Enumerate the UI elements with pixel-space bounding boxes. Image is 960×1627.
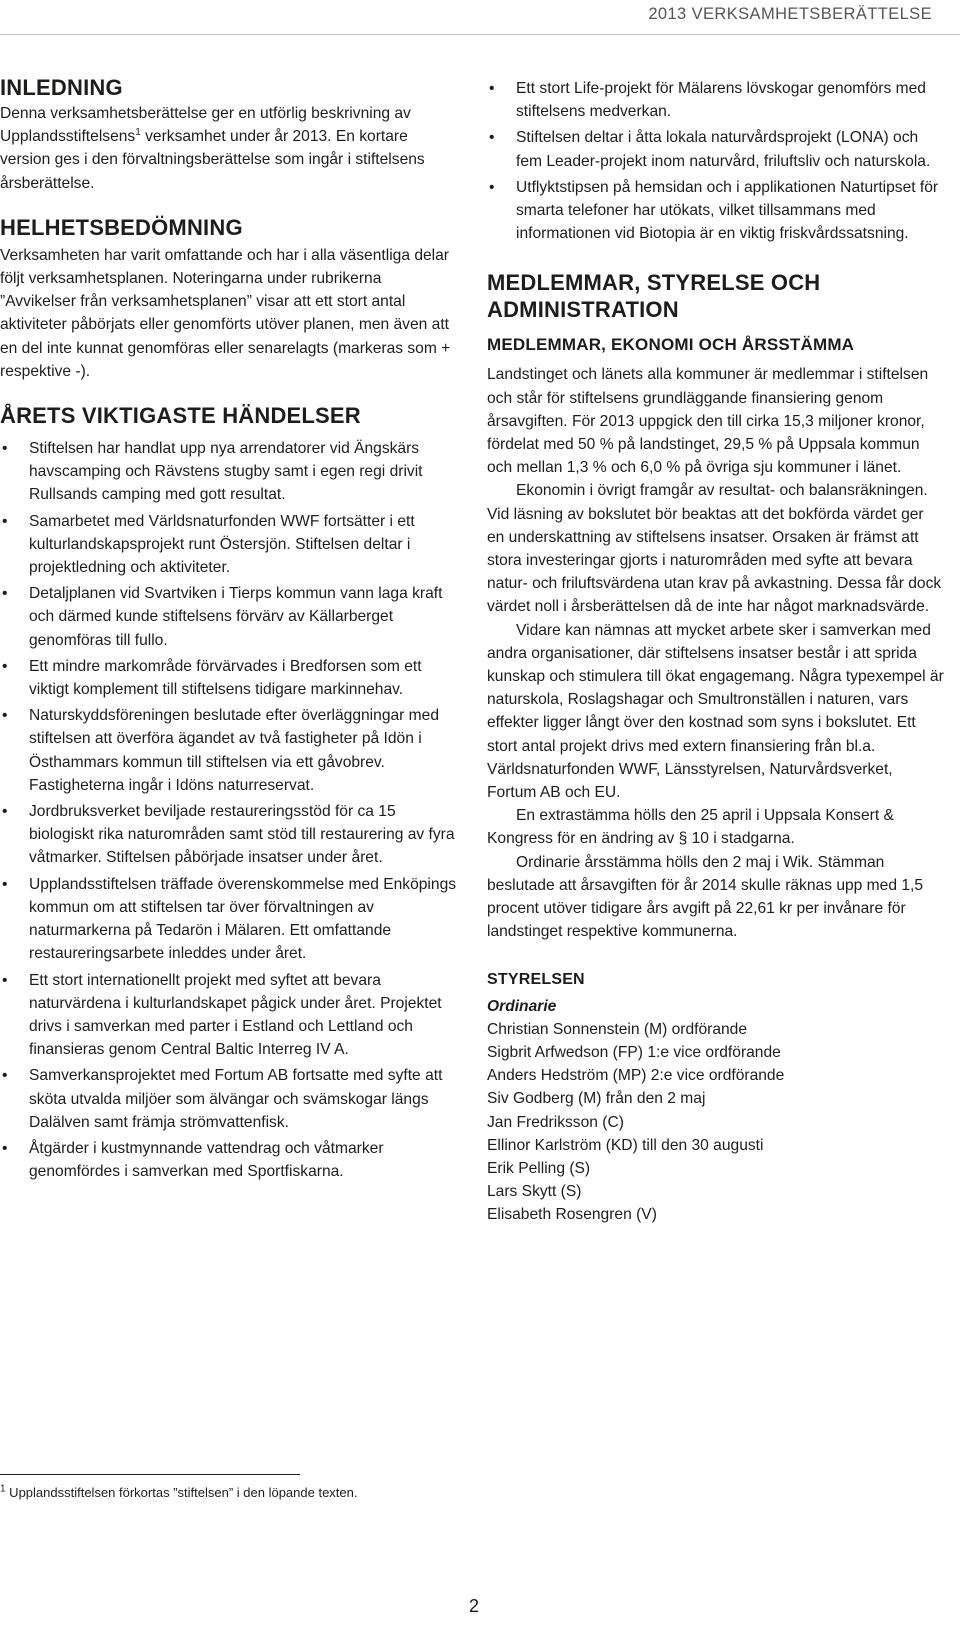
heading-medlemmar-styrelse: MEDLEMMAR, STYRELSE OCH ADMINISTRATION	[487, 270, 821, 323]
list-item: • Stiftelsen har handlat upp nya arrendatorer vid Ängskärs havscamping och Rävstens stugby samt i egen regi drivit Rullsands camping med gott resultat.	[0, 437, 458, 507]
heading-inledning: INLEDNING	[0, 75, 123, 100]
bullet-icon: •	[2, 1139, 8, 1157]
board-member: Anders Hedström (MP) 2:e vice ordförande	[487, 1067, 785, 1085]
right-column	[487, 77, 945, 1227]
bullet-icon: •	[489, 178, 495, 196]
medlemmar-paragraph-5: Ordinarie årsstämma hölls den 2 maj i Wik. Stämman beslutade att årsavgiften för år 2014 skulle räknas upp med 1,5 procent utöver tidigare års avgift på 22,61 kr per invånare för landstinget respektive kommunerna.	[487, 853, 924, 941]
list-item: • Ett stort Life-projekt för Mälarens lövskogar genomförs med stiftelsens medverkan.	[487, 77, 945, 123]
subheading-ordinarie: Ordinarie	[487, 997, 557, 1015]
inledning-text-a: Denna verksamhetsberättelse ger en utförlig beskrivning av Upplandsstiftelsens	[0, 105, 411, 146]
list-item: • Ett stort internationellt projekt med syftet att bevara naturvärdena i kulturlandskapet pågick under året. Projektet drivs i samverkan med parter i Estland och Lettland och finansieras genom Central Baltic Interreg IV A.	[0, 969, 458, 1062]
subheading-medlemmar-ekonomi: MEDLEMMAR, EKONOMI OCH ÅRSSTÄMMA	[487, 335, 855, 355]
board-member: Siv Godberg (M) från den 2 maj	[487, 1090, 706, 1108]
bullet-icon: •	[2, 875, 8, 893]
bullet-icon: •	[2, 585, 8, 603]
continued-list	[487, 77, 945, 245]
bullet-icon: •	[2, 803, 8, 821]
bullet-icon: •	[2, 512, 8, 530]
list-item: • Utflyktstipsen på hemsidan och i applikationen Naturtipset för smarta telefoner har utökats, vilket tillsammans med informationen vid Biotopia är en viktig friskvårdssatsning.	[487, 176, 945, 246]
board-member: Jan Fredriksson (C)	[487, 1113, 624, 1131]
list-item: • Jordbruksverket beviljade restaureringsstöd för ca 15 biologiskt rika naturområden samt stöd till restaurering av fyra våtmarker. Stiftelsen påbörjade insatser under året.	[0, 800, 458, 870]
medlemmar-paragraph-3: Vidare kan nämnas att mycket arbete sker i samverkan med andra organisationer, där stiftelsens insatser består i att sprida kunskap och stimulera till ökat engagemang. Några typexempel är naturskola, Roslagshagar och Smultronställen i naturen, vars effekter ligger långt över den kostnad som syns i bokslutet. Ett stort antal projekt drivs med extern finansiering från bl.a. Världsnaturfonden WWF, Länsstyrelsen, Naturvårdsverket, Fortum AB och EU.	[487, 621, 944, 802]
inledning-text-b: verksamhet under år 2013. En kortare version ges i den förvaltningsberättelse som ingår i stiftelsens årsberättelse.	[0, 128, 425, 192]
heading-helhetsbedomning: HELHETSBEDÖMNING	[0, 214, 243, 240]
handelser-list	[0, 437, 458, 1183]
board-member: Christian Sonnenstein (M) ordförande	[487, 1020, 748, 1038]
inledning-paragraph	[0, 102, 458, 195]
bullet-icon: •	[2, 1067, 8, 1085]
running-header-title: 2013 VERKSAMHETSBERÄTTELSE	[648, 5, 932, 23]
bullet-icon: •	[2, 707, 8, 725]
header-divider	[0, 34, 960, 35]
footnote	[0, 1484, 440, 1501]
bullet-icon: •	[2, 440, 8, 458]
list-item: • Naturskyddsföreningen beslutade efter överläggningar med stiftelsen att överföra ägandet av två fastigheter på Idön i Östhammars kommun till stiftelsen via ett gåvobrev. Fastigheterna ingår i Idöns naturreservat.	[0, 704, 458, 797]
board-member: Ellinor Karlström (KD) till den 30 augusti	[487, 1136, 764, 1154]
heading-arets-handelser: ÅRETS VIKTIGASTE HÄNDELSER	[0, 403, 361, 429]
board-member: Lars Skytt (S)	[487, 1183, 582, 1201]
board-members-list	[487, 1018, 945, 1227]
bullet-icon: •	[2, 971, 8, 989]
board-member: Sigbrit Arfwedson (FP) 1:e vice ordförande	[487, 1043, 781, 1061]
left-column	[0, 74, 458, 1186]
list-item: • Detaljplanen vid Svartviken i Tierps kommun vann laga kraft och därmed kunde stiftelsens förvärv av Källarberget genomföras till fullo.	[0, 582, 458, 652]
heading-styrelsen: STYRELSEN	[487, 970, 585, 988]
list-item: • Samverkansprojektet med Fortum AB fortsatte med syfte att sköta utvalda miljöer som älvängar och svämskogar längs Dalälven samt främja strömvattenfisk.	[0, 1064, 458, 1134]
medlemmar-paragraph-2: Ekonomin i övrigt framgår av resultat- och balansräkningen. Vid läsning av bokslutet bör beaktas att det bokförda värdet ger en underskattning av stiftelsens insatser. Orsaken är främst att stora investeringar gjorts i naturområden med syfte att bevara natur- och friluftsvärdena utan krav på avkastning. Dessa får dock värdet noll i årsberättelsen då de inte har något marknadsvärde.	[487, 482, 942, 616]
bullet-icon: •	[489, 80, 495, 97]
list-item: • Åtgärder i kustmynnande vattendrag och våtmarker genomfördes i samverkan med Sportfiskarna.	[0, 1137, 458, 1183]
list-item: • Upplandsstiftelsen träffade överenskommelse med Enköpings kommun om att stiftelsen tar över förvaltningen av naturmarkerna på Tedarön i Mälaren. Ett omfattande restaureringsarbete inleddes under året.	[0, 873, 458, 966]
board-member: Elisabeth Rosengren (V)	[487, 1206, 657, 1224]
page-number: 2	[469, 1596, 480, 1616]
medlemmar-paragraph-4: En extrastämma hölls den 25 april i Uppsala Konsert & Kongress för en ändring av § 10 i stadgarna.	[487, 807, 894, 848]
footnote-text: Upplandsstiftelsen förkortas ”stiftelsen” i den löpande texten.	[5, 1485, 358, 1500]
list-item: • Ett mindre markområde förvärvades i Bredforsen som ett viktigt komplement till stiftelsens tidigare markinnehav.	[0, 655, 458, 701]
footnote-ref: 1	[135, 127, 141, 139]
board-member: Erik Pelling (S)	[487, 1159, 591, 1177]
list-item: • Stiftelsen deltar i åtta lokala naturvårdsprojekt (LONA) och fem Leader-projekt inom naturvård, friluftsliv och naturskola.	[487, 126, 945, 172]
medlemmar-paragraph-1: Landstinget och länets alla kommuner är medlemmar i stiftelsen och står för stiftelsens grundläggande finansiering genom årsavgiften. För 2013 uppgick den till cirka 15,3 miljoner kronor, fördelat med 50 % på landstinget, 29,5 % på Uppsala kommun och mellan 1,3 % och 6,0 % på övriga sju kommuner i länet.	[487, 366, 929, 477]
bullet-icon: •	[489, 129, 495, 147]
footnote-divider	[0, 1474, 300, 1475]
footnote-number: 1	[0, 1483, 6, 1495]
bullet-icon: •	[2, 657, 8, 675]
helhet-paragraph: Verksamheten har varit omfattande och har i alla väsentliga delar följt verksamhetsplanen. Noteringarna under rubrikerna ”Avvikelser från verksamhetsplanen” visar att ett stort antal aktiviteter påbörjats eller genomförts utöver planen, men även att en del inte kunnat genomföras eller senarelagts (markeras som + respektive -).	[0, 246, 451, 380]
list-item: • Samarbetet med Världsnaturfonden WWF fortsätter i ett kulturlandskapsprojekt runt Östersjön. Stiftelsen deltar i projektledning och aktiviteter.	[0, 510, 458, 580]
